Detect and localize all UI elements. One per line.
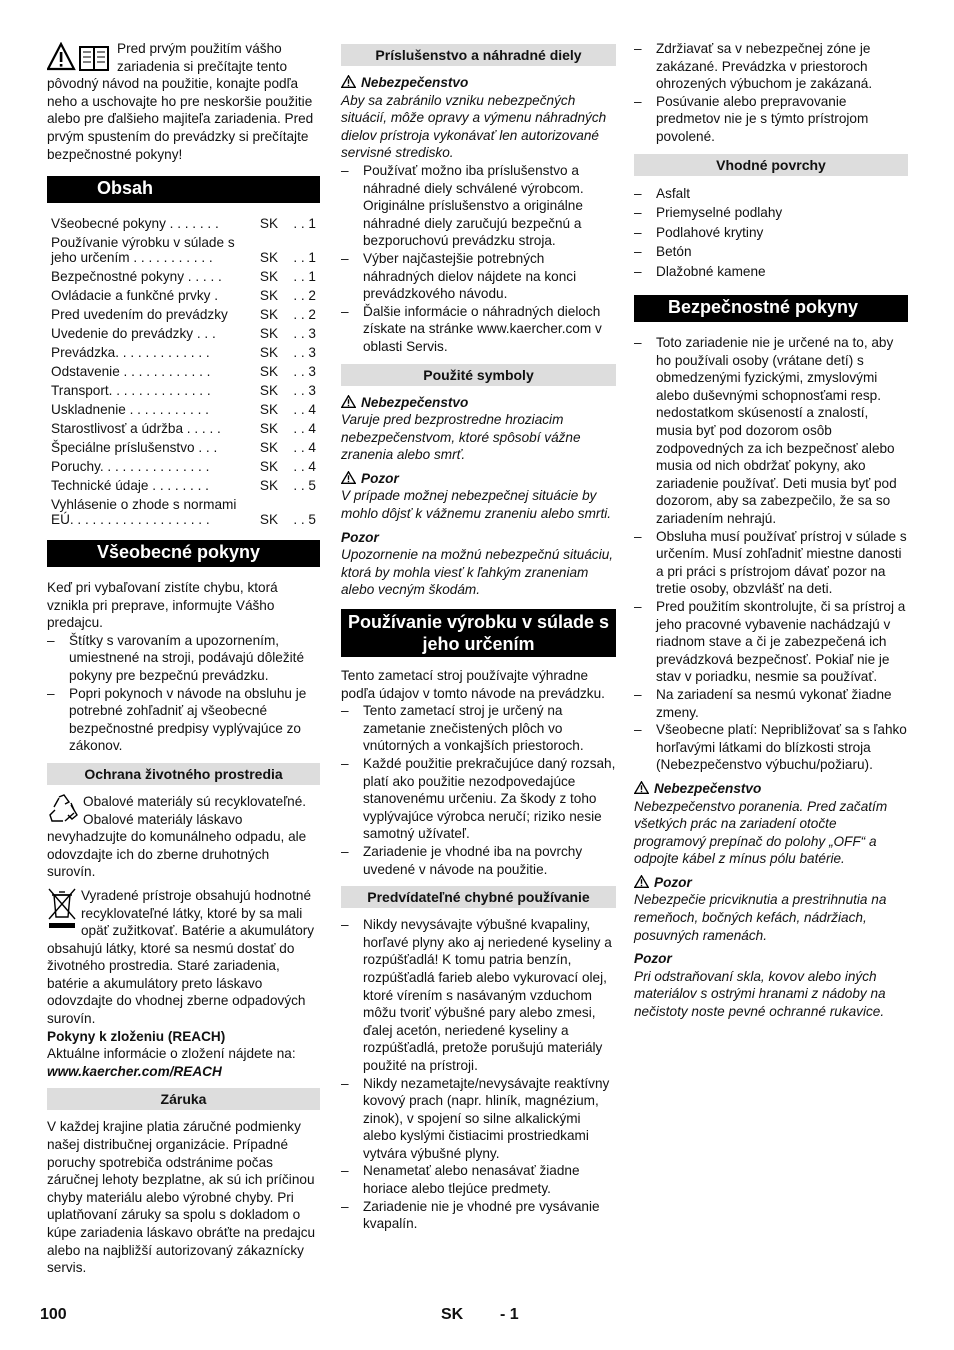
list-item: – Na zariadení sa nesmú vykonať žiadne zmeny. [634,686,908,721]
toc-entry-language: SK [259,512,279,527]
list-item: – Ďalšie informácie o náhradných dieloch získate na stránke www.kaercher.com v oblasti Servis. [341,303,616,356]
toc-entry-page: . . 4 [293,402,316,417]
warning-label: Nebezpečenstvo [654,780,762,796]
toc-row[interactable] [47,325,320,344]
toc-entry-language: SK [259,250,279,265]
general-list [47,632,320,755]
toc-entry-title: Používanie výrobku v súlade s jeho určením . . . . . . . . . . . [51,235,235,265]
toc-entry-language: SK [259,269,279,284]
symbol-caution [341,470,616,488]
accessories-warning [341,74,616,92]
toc-entry-page: . . 3 [293,364,316,379]
accessories-warning-text: Aby sa zabránilo vzniku nebezpečných situácií, môže opravy a výmenu náhradných dielov prístroja vykonávať len autorizované servisné stredisko. [341,92,607,161]
toc-row[interactable] [47,401,320,420]
toc-row[interactable] [47,420,320,439]
recycling-icon [47,793,81,825]
intended-use-list [341,702,616,878]
toc-row[interactable] [47,458,320,477]
reach-text: Aktuálne informácie o zložení nájdete na: [47,1046,296,1062]
toc-entry-page: . . 2 [293,288,316,303]
safety-caution-text: Nebezpečie pricviknutia a prestrihnutia na remeňoch, bočných kefách, nádržiach, posuvných ramenách. [634,892,887,943]
crossed-bin-icon [47,887,77,929]
toc-entry-language: SK [259,440,279,455]
toc-entry-title: Prevádzka. . . . . . . . . . . . . [51,345,210,360]
safety-caution [634,874,908,892]
list-item: – Podlahové krytiny [634,223,908,243]
toc-entry-language: SK [259,307,279,322]
toc-entry-language: SK [259,478,279,493]
list-item: – Používať možno iba príslušenstvo a náhradné diely schválené výrobcom. Originálne príslušenstvo a originálne náhradné diely zaručujú bezpečnú a bezporuchovú prevádzku stroja. [341,162,616,250]
toc-entry-page: . . 3 [293,383,316,398]
general-text: Keď pri vybaľovaní zistíte chybu, ktorá vznikla pri preprave, informujte Vášho predajcu. [47,580,278,631]
toc-row[interactable] [47,344,320,363]
environment-text-2: Vyradené prístroje obsahujú hodnotné recyklovateľné látky, ktoré by sa mali opäť zužitkovať. Batérie a akumulátory obsahujú látky, ktoré sa nesmú dostať do životného prostredia. Staré zariadenia, batérie a akumulátory preto láskavo odovzdajte do vhodnej zberne odpadových surovín. [47,887,315,1027]
misuse-list [341,916,616,1233]
list-item: – Posúvanie alebo prepravovanie predmetov nie je s týmto prístrojom povolené. [634,93,908,146]
toc-entry-page: . . 4 [293,421,316,436]
safety-note-text: Pri odstraňovaní skla, kovov alebo iných materiálov s ostrými hranami z nádoby na nečistoty noste pevné ochranné rukavice. [634,968,886,1020]
toc-entry-page: . . 1 [293,216,316,231]
toc-entry-page: . . 5 [293,512,316,527]
toc-entry-title: Uskladnenie . . . . . . . . . . . [51,402,209,417]
symbol-note-text: Upozornenie na možnú nebezpečnú situáciu, ktorá by mohla viesť k ľahkým zraneniam alebo vecným škodám. [341,547,614,598]
toc-entry-language: SK [259,383,279,398]
toc-title: Obsah [47,176,320,203]
accessories-title: Príslušenstvo a náhradné diely [341,44,616,66]
toc-entry-title: Starostlivosť a údržba . . . . . [51,421,221,436]
safety-note: Pozor [634,951,672,967]
toc-row[interactable] [47,306,320,325]
symbol-danger-text: Varuje pred bezprostredne hroziacim nebezpečenstvom, ktoré spôsobí vážne zranenia alebo smrť. [341,412,581,463]
list-item: – Nikdy nezametajte/nevysávajte reaktívny kovový prach (napr. hliník, magnézium, zinok), v spojení so silne alkalickými alebo kyslými čistiacimi prostriedkami vytvára výbušné plyny. [341,1075,616,1163]
symbol-note: Pozor [341,529,379,545]
accessories-list [341,162,616,356]
toc-entry-language: SK [259,345,279,360]
warranty-title: Záruka [47,1088,320,1110]
list-item: – Výber najčastejšie potrebných náhradných dielov nájdete na konci prevádzkového návodu. [341,250,616,303]
warning-icon [634,781,649,794]
toc-entry-language: SK [259,421,279,436]
disposal-block [47,887,320,1028]
warning-manual-icon [47,42,113,72]
toc-row[interactable] [47,287,320,306]
misuse-title: Predvídateľné chybné používanie [341,886,616,908]
list-item: – Dlažobné kamene [634,262,908,282]
warning-icon [341,75,356,88]
column-middle [341,44,616,1233]
toc-entry-language: SK [259,288,279,303]
list-item: – Všeobecne platí: Nepribližovať sa s ľahko horľavými látkami do blízkosti stroja (Nebezpečenstvo výbuchu/požiaru). [634,721,908,774]
toc-entry-title: Pred uvedením do prevádzky [51,307,228,322]
symbol-caution-text: V prípade možnej nebezpečnej situácie by mohlo dôjsť k vážnemu zraneniu alebo smrti. [341,488,612,522]
toc-entry-title: Transport. . . . . . . . . . . . . . [51,383,211,398]
toc-entry-title: Poruchy. . . . . . . . . . . . . . . [51,459,210,474]
column-left [47,40,320,1277]
environment-title: Ochrana životného prostredia [47,763,320,785]
toc-entry-page: . . 1 [293,250,316,265]
toc-entry-page: . . 2 [293,307,316,322]
list-item: – Popri pokynoch v návode na obsluhu je potrebné zohľadniť aj všeobecné bezpečnostné predpisy vyplývajúce zo zákonov. [47,685,320,755]
toc-entry-language: SK [259,216,279,231]
toc-entry-title: Ovládacie a funkčné prvky . [51,288,218,303]
toc-row[interactable] [47,215,320,234]
toc-entry-title: Špeciálne príslušenstvo . . . [51,440,218,455]
toc-entry-page: . . 4 [293,440,316,455]
safety-title: Bezpečnostné pokyny [634,295,908,322]
list-item: – Pred použitím skontrolujte, či sa prístroj a jeho pracovné vybavenie nachádzajú v riadnom stave a či je zabezpečená ich prevádzková bezpečnosť. Pokiaľ nie je stav v poriadku, nesmie sa používať. [634,598,908,686]
hazard-list [634,40,908,146]
toc-entry-page: . . 3 [293,326,316,341]
list-item: – Nenametať alebo nenasávať žiadne horiace alebo tlejúce predmety. [341,1162,616,1197]
environment-text-1: Obalové materiály sú recyklovateľné. Obalové materiály láskavo nevyhadzujte do komunálneho odpadu, ale odovzdajte ich do zberne druhotných surovín. [47,793,307,880]
toc-entry-language: SK [259,326,279,341]
safety-danger-text: Nebezpečenstvo poranenia. Pred začatím všetkých prác na zariadení otočte programový prepínač do polohy „OFF“ a odpojte kábel z mínus pólu batérie. [634,798,888,867]
list-item: – Nikdy nevysávajte výbušné kvapaliny, horľavé plyny ako aj neriedené kyseliny a rozpúšťadlá! K tomu patria benzín, rozpúšťadlá farieb alebo vykurovací olej, ktoré vírením s nasávaným vzduchom môžu tvoriť výbušné pary alebo zmesi, ďalej acetón, neriedené kyseliny a rozpúšťadlá, pretože porušujú materiály použité na prístroji. [341,916,616,1074]
list-item: – Obsluha musí používať prístroj v súlade s určením. Musí zohľadniť miestne danosti a pri práci s prístrojom dávať pozor na tretie osoby, obzvlášť na deti. [634,528,908,598]
toc-entry-title: Uvedenie do prevádzky . . . [51,326,216,341]
intro-block [47,40,320,168]
warning-label: Nebezpečenstvo [361,394,469,410]
toc-entry-page: . . 3 [293,345,316,360]
toc-entry-language: SK [259,459,279,474]
toc-row[interactable] [47,496,320,530]
footer-language: SK [441,1306,464,1323]
surfaces-list [634,184,908,282]
toc-row[interactable] [47,268,320,287]
intended-use-text: Tento zametací stroj používajte výhradne podľa údajov v tomto návode na prevádzku. [341,668,605,701]
toc-row[interactable] [47,234,320,268]
general-title: Všeobecné pokyny [47,540,320,567]
safety-list [634,334,908,774]
column-right [634,40,908,1021]
list-item: – Tento zametací stroj je určený na zametanie znečistených plôch vo vnútorných a vonkajších priestoroch. [341,702,616,755]
toc-row[interactable] [47,363,320,382]
list-item: – Zariadenie je vhodné iba na povrchy uvedené v návode na použitie. [341,843,616,878]
toc-entry-title: Odstavenie . . . . . . . . . . . . [51,364,211,379]
reach-title: Pokyny k zloženiu (REACH) [47,1028,226,1044]
list-item: – Každé použitie prekračujúce daný rozsah, platí ako použitie nezodpovedajúce stanovenému určeniu. Za škody z toho vyplývajúce výrobca neručí; riziko nesie samotný užívateľ. [341,755,616,843]
warning-icon [634,875,649,888]
toc-entry-language: SK [259,364,279,379]
toc-entry-title: Všeobecné pokyny . . . . . . . [51,216,219,231]
surfaces-title: Vhodné povrchy [634,154,908,176]
intended-use-title: Používanie výrobku v súlade s jeho určením [341,609,616,657]
toc-entry-title: Bezpečnostné pokyny . . . . . [51,269,222,284]
safety-danger [634,780,908,798]
toc-entry-page: . . 4 [293,459,316,474]
recycling-block [47,793,320,881]
toc-entry-page: . . 1 [293,269,316,284]
reach-link[interactable]: www.kaercher.com/REACH [47,1063,222,1079]
list-item: – Zariadenie nie je vhodné pre vysávanie kvapalín. [341,1198,616,1233]
symbol-danger [341,394,616,412]
toc-row[interactable] [47,439,320,458]
list-item: – Zdržiavať sa v nebezpečnej zóne je zakázané. Prevádzka v priestoroch ohrozených výbuchom je zakázaná. [634,40,908,93]
table-of-contents [47,215,320,530]
warning-label: Pozor [654,874,692,890]
list-item: – Asfalt [634,184,908,204]
toc-entry-title: Vyhlásenie o zhode s normami EÚ. . . . . . . . . . . . . . . . . . . [51,497,237,527]
toc-entry-page: . . 5 [293,478,316,493]
symbols-title: Použité symboly [341,364,616,386]
toc-entry-title: Technické údaje . . . . . . . . [51,478,209,493]
list-item: – Betón [634,242,908,262]
footer-subpage: - 1 [500,1306,519,1323]
list-item: – Toto zariadenie nie je určené na to, aby ho používali osoby (vrátane detí) s obmedzenými fyzickými, zmyslovými alebo duševnými schopnosťami resp. nedostatkom skúseností a znalostí, musia byť pod dozorom osôb zodpovedných za ich bezpečnosť alebo musia od nich obdržať pokyny, ako zariadenie používať. Deti musia byť pod dozorom, aby sa zabezpečilo, že sa so zariadením nehrajú. [634,334,908,528]
page-number: 100 [40,1306,67,1323]
intro-text: Pred prvým použitím vášho zariadenia si prečítajte tento pôvodný návod na použitie, konajte podľa neho a uschovajte ho pre neskoršie použitie alebo pre ďalšieho majiteľa zariadenia. Pred prvým spustením do prevádzky si prečítajte bezpečnostné pokyny! [47,41,314,162]
warning-label: Nebezpečenstvo [361,75,469,90]
list-item: – Štítky s varovaním a upozornením, umiestnené na stroji, podávajú dôležité pokyny pre bezpečnú prevádzku. [47,632,320,685]
warning-icon [341,471,356,484]
warning-icon [341,395,356,408]
warranty-text: V každej krajine platia záručné podmienky našej distribučnej organizácie. Prípadné poruchy spotrebiča odstránime počas záručnej lehoty bezplatne, ak sú ich príčinou chyby materiálu alebo výrobné chyby. Pri uplatňovaní záruky sa spolu s dokladom o kúpe zariadenia láskavo obráťte na predajcu alebo na najbližší autorizovaný zákaznícky servis. [47,1119,316,1276]
toc-entry-language: SK [259,402,279,417]
warning-label: Pozor [361,470,399,486]
toc-row[interactable] [47,477,320,496]
list-item: – Priemyselné podlahy [634,203,908,223]
toc-row[interactable] [47,382,320,401]
